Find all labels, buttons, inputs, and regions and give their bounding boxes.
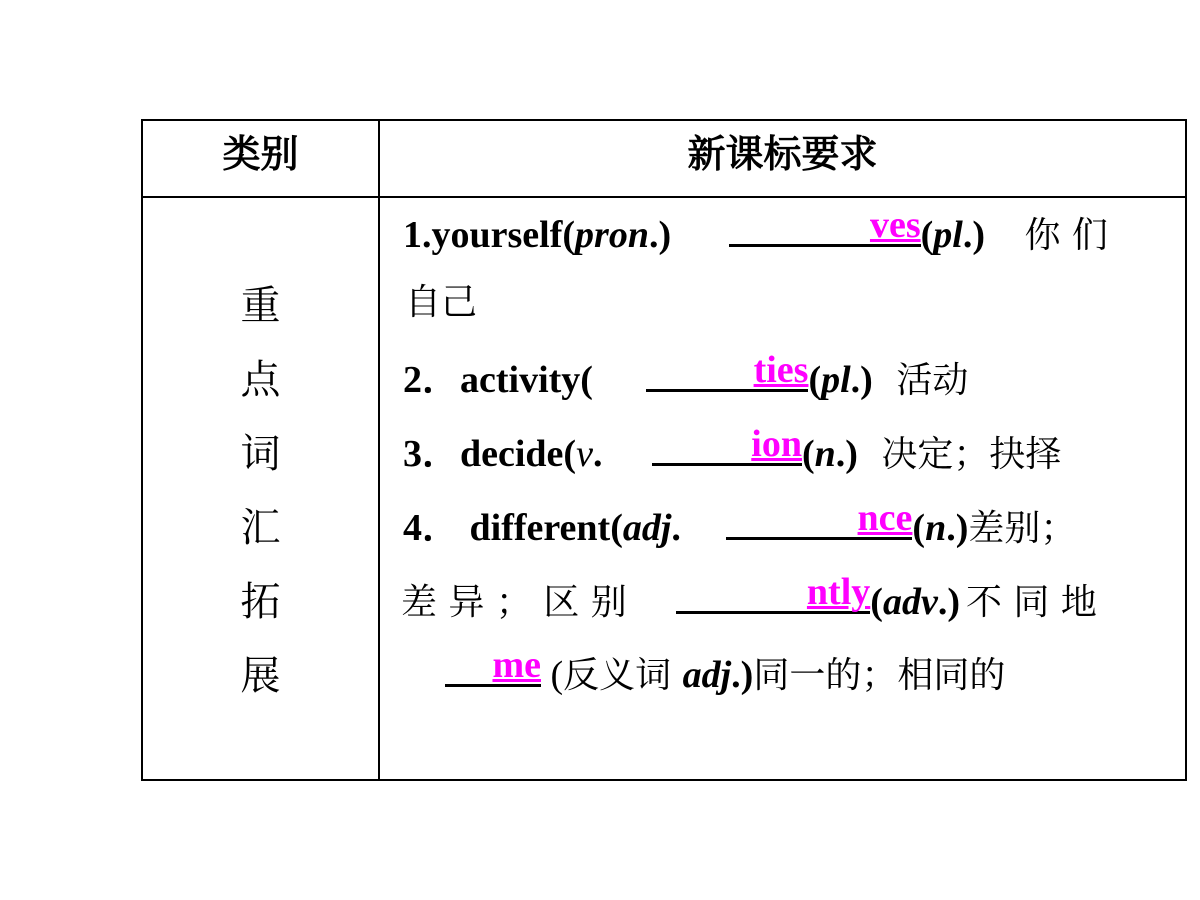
item-pos: v (576, 433, 593, 475)
item-meaning: 活动 (896, 360, 969, 401)
item-punct: ( (920, 214, 934, 256)
item-word: 1.yourself( (403, 214, 576, 256)
category-char: 重 (240, 283, 281, 329)
item-punct: ( (870, 581, 883, 623)
header-requirement: 新课标要求 (687, 132, 878, 176)
item-meaning: 你 们 (1024, 215, 1108, 256)
header-category: 类别 (222, 132, 299, 176)
answer-blank (646, 349, 809, 392)
item-2 (403, 349, 969, 403)
answer-blank (652, 423, 802, 466)
item-punct: . (592, 433, 603, 475)
item-pos: n (814, 433, 836, 475)
answer-blank (445, 644, 541, 687)
vocab-table (141, 119, 1187, 781)
category-char: 汇 (240, 505, 281, 551)
item-punct: .) (946, 507, 969, 549)
item-word: 2．activity( (403, 359, 593, 401)
item-punct: ( (808, 359, 822, 401)
answer-blank (729, 204, 921, 247)
item-4 (403, 497, 1077, 551)
answer-text: nce (857, 497, 913, 539)
item-pos: pl (821, 359, 851, 401)
category-label (143, 269, 378, 713)
item-punct: ( (912, 507, 926, 549)
item-1 (403, 204, 1108, 258)
item-punct: .) (835, 433, 858, 475)
answer-text: ntly (806, 571, 871, 613)
item-punct: .) (962, 214, 985, 256)
answer-text: ties (753, 349, 809, 391)
item-punct: .) (937, 581, 960, 623)
column-divider (378, 121, 380, 779)
answer-text: me (492, 644, 541, 686)
category-char: 点 (240, 357, 281, 403)
item-meaning: 差 异 ； 区 别 (401, 582, 627, 623)
answer-blank (676, 571, 871, 614)
item-pos: adj (622, 507, 672, 549)
header-divider (143, 196, 1185, 198)
item-meaning: 同一的；相同的 (753, 655, 1006, 696)
item-3 (403, 423, 1062, 477)
item-pos: pron (575, 214, 649, 256)
item-meaning: 差别； (968, 508, 1077, 549)
item-punct: . (671, 507, 681, 549)
item-meaning: 决定；抉择 (881, 434, 1062, 475)
answer-text: ves (869, 204, 921, 246)
item-punct: .) (648, 214, 672, 256)
item-punct: ( (801, 433, 815, 475)
item-punct: ( (550, 654, 564, 696)
answer-blank (726, 497, 913, 540)
item-pos: pl (933, 214, 963, 256)
item-word: 3．decide( (403, 433, 577, 475)
item-antonym-label: 反义词 (563, 655, 683, 696)
category-char: 拓 (240, 579, 281, 625)
item-punct: .) (850, 359, 873, 401)
item-word: 4． different( (403, 507, 623, 549)
item-pos: n (925, 507, 947, 549)
category-char: 词 (240, 431, 281, 477)
item-meaning: 不 同 地 (965, 582, 1097, 623)
answer-text: ion (751, 423, 802, 465)
category-char: 展 (240, 653, 281, 699)
item-pos: adv (882, 581, 938, 623)
item-4-continued (401, 571, 1097, 625)
item-punct: .) (731, 654, 754, 696)
item-4-antonym (445, 644, 1006, 698)
item-pos: adj (682, 654, 732, 696)
item-1-continued: 自己 (405, 282, 478, 323)
